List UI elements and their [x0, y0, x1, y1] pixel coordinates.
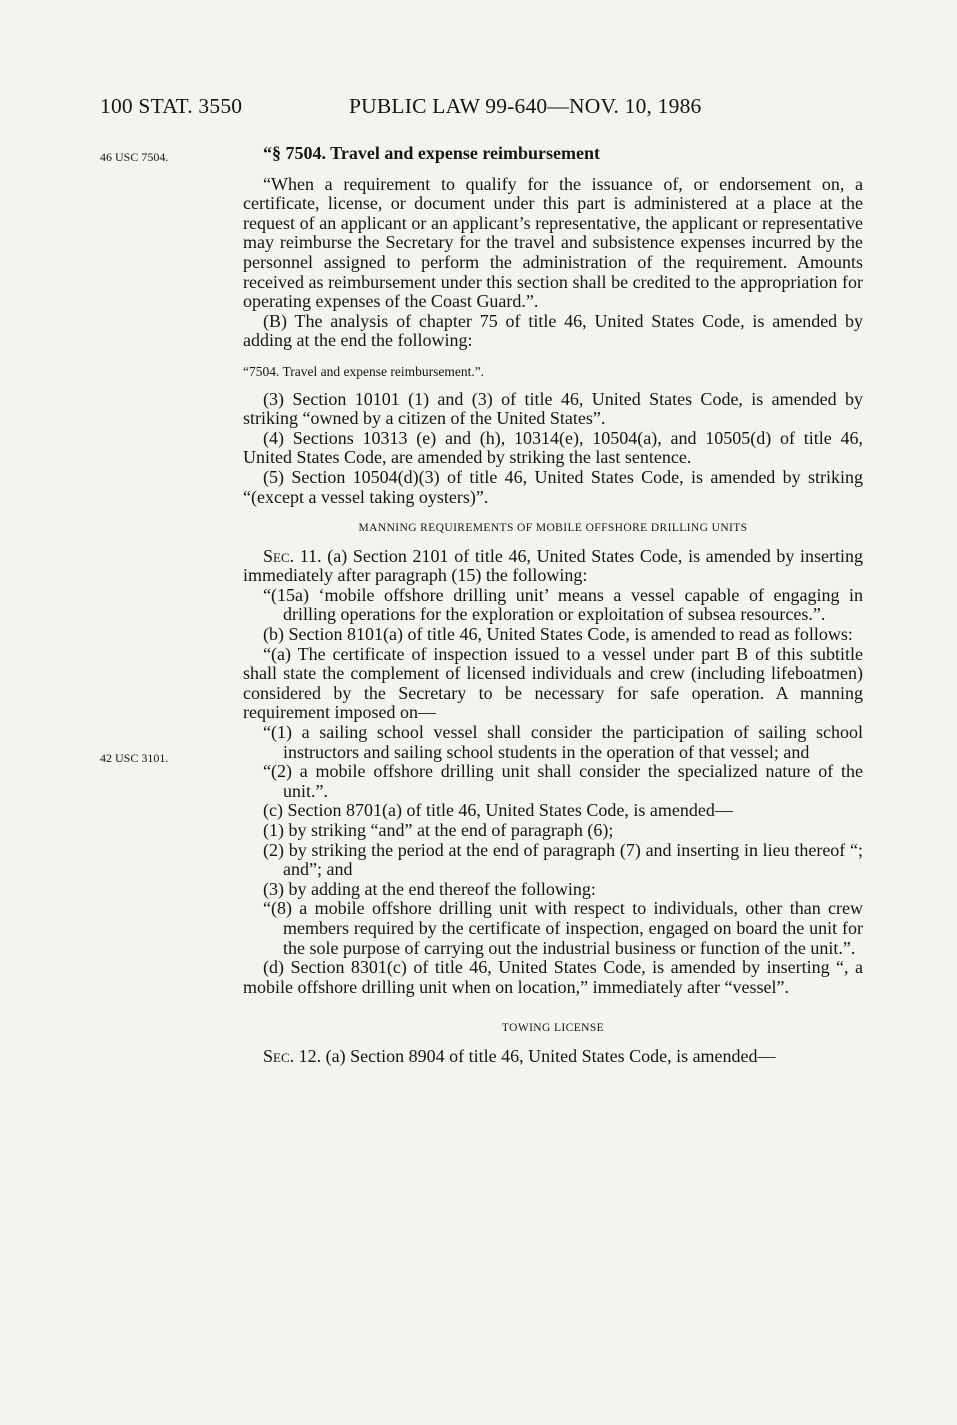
- subsection-b: (b) Section 8101(a) of title 46, United States Code, is amended to read as follows:: [263, 624, 853, 645]
- subsection-d: (d) Section 8301(c) of title 46, United States Code, is amended by inserting “, a mobile offshore drilling unit when on location,” immediately after “vessel”.: [243, 957, 863, 997]
- page-reference: 100 STAT. 3550: [100, 94, 243, 118]
- paragraph: (4) Sections 10313 (e) and (h), 10314(e), 10504(a), and 10505(d) of title 46, United States Code, are amended by striking the last sentence.: [243, 427, 863, 468]
- section-text: “When a requirement to qualify for the issuance of, or endorsement on, a certificate, license, or document under this part is administered at a place at the request of an applicant or an applicant’s representative, the applicant or representative may reimburse the Secretary for the travel and subsistence expenses incurred by the personnel assigned to perform the administration of the requirement. Amounts received as reimbursement under this section shall be credited to the appropriation for operating expenses of the Coast Guard.”.: [243, 173, 863, 312]
- paragraph: (5) Section 10504(d)(3) of title 46, United States Code, is amended by striking “(except a vessel taking oysters)”.: [243, 466, 863, 507]
- law-reference: PUBLIC LAW 99-640—NOV. 10, 1986: [349, 94, 702, 118]
- page-header: [100, 94, 702, 119]
- definition-15a: “(15a) ‘mobile offshore drilling unit’ means a vessel capable of engaging in drilling operations for the exploration or exploitation of subsea resources.”.: [263, 584, 863, 625]
- subsection-a-quote: “(a) The certificate of inspection issued to a vessel under part B of this subtitle shall state the complement of licensed individuals and crew (including lifeboatmen) considered by the Secretary to be necessary for safe operation. A manning requirement imposed on—: [243, 643, 863, 723]
- section-label: Sec. 12.: [263, 1045, 322, 1066]
- subsection-c: (c) Section 8701(a) of title 46, United States Code, is amended—: [263, 800, 733, 821]
- amendment-item: (2) by striking the period at the end of paragraph (7) and inserting in lieu thereof “; and”; and: [263, 839, 863, 880]
- section-label: Sec. 11.: [263, 545, 322, 566]
- quote-item-1: “(1) a sailing school vessel shall consider the participation of sailing school instructors and sailing school students in the operation of that vessel; and: [263, 722, 863, 762]
- amendment-item: (1) by striking “and” at the end of paragraph (6);: [263, 820, 614, 840]
- section-caption: TOWING LICENSE: [501, 1022, 605, 1035]
- section-caption: MANNING REQUIREMENTS OF MOBILE OFFSHORE DRILLING UNITS: [358, 522, 748, 535]
- section-heading: “§ 7504. Travel and expense reimbursement: [263, 143, 600, 163]
- paragraph: (3) Section 10101 (1) and (3) of title 46, United States Code, is amended by striking “owned by a citizen of the United States”.: [243, 388, 863, 429]
- document-body: [243, 144, 863, 1067]
- amendment-item: (3) by adding at the end thereof the following:: [263, 878, 596, 899]
- section-11-intro: [243, 547, 863, 586]
- quote-item-2: “(2) a mobile offshore drilling unit shall consider the specialized nature of the unit.”.: [263, 761, 863, 801]
- analysis-line: “7504. Travel and expense reimbursement.”.: [243, 363, 485, 379]
- section-12-intro: [243, 1047, 863, 1067]
- section-12-text: (a) Section 8904 of title 46, United States Code, is amended—: [325, 1045, 776, 1066]
- margin-note: 42 USC 3101.: [100, 751, 169, 765]
- section-11-text: (a) Section 2101 of title 46, United States Code, is amended by inserting immediately after paragraph (15) the following:: [243, 545, 863, 586]
- analysis-paragraph: (B) The analysis of chapter 75 of title 46, United States Code, is amended by adding at the end the following:: [243, 310, 863, 351]
- margin-note: 46 USC 7504.: [100, 150, 169, 164]
- inserted-paragraph-8: “(8) a mobile offshore drilling unit with respect to individuals, other than crew members required by the certificate of inspection, engaged on board the unit for the sole purpose of carrying out the industrial business or function of the unit.”.: [263, 898, 863, 958]
